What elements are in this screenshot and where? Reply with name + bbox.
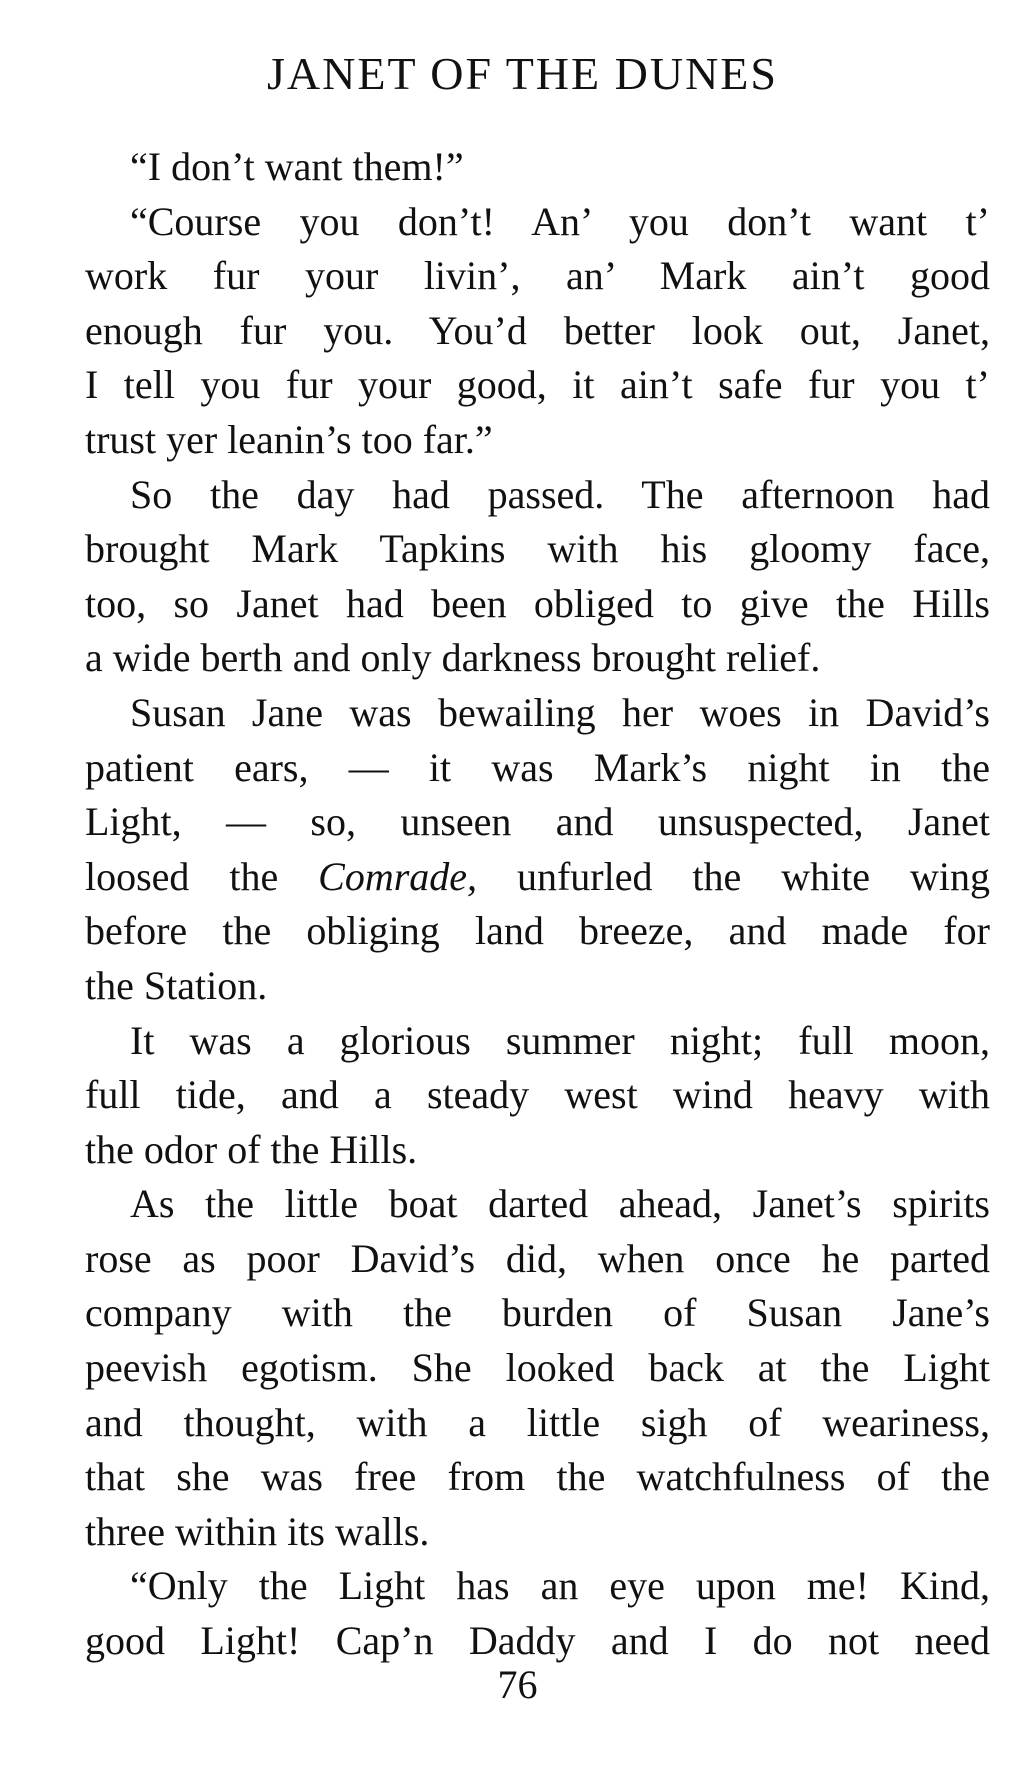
text-line: It was a glorious summer night; full moon, <box>130 1017 990 1063</box>
text-line: three within its walls. <box>85 1508 430 1554</box>
text-line: before the obliging land breeze, and made for <box>85 908 990 954</box>
text-line: enough fur you. You’d better look out, Janet, <box>85 307 990 353</box>
text-line: “Only the Light has an eye upon me! Kind, <box>130 1563 990 1609</box>
text-line: too, so Janet had been obliged to give the Hills <box>85 580 990 626</box>
text-line: company with the burden of Susan Jane’s <box>85 1290 990 1336</box>
text-line: peevish egotism. She looked back at the Light <box>85 1345 990 1391</box>
text-line: rose as poor David’s did, when once he parted <box>85 1235 990 1281</box>
paragraph-4 <box>40 686 990 1014</box>
text-line: patient ears, — it was Mark’s night in the <box>85 744 990 790</box>
text-line-with-italic <box>40 850 990 905</box>
text-line: “Course you don’t! An’ you don’t want t’ <box>130 198 990 244</box>
text-line: brought Mark Tapkins with his gloomy face, <box>85 526 990 572</box>
paragraph-2 <box>40 195 990 468</box>
text-line: the odor of the Hills. <box>85 1126 418 1172</box>
text-line: I tell you fur your good, it ain’t safe fur you t’ <box>85 362 990 408</box>
text-line: trust yer leanin’s too far.” <box>85 416 493 462</box>
text-line: Light, — so, unseen and unsuspected, Janet <box>85 799 990 845</box>
text-run: unfurled the white wing <box>477 853 990 899</box>
page-number: 76 <box>497 1662 538 1707</box>
paragraph-6 <box>40 1177 990 1559</box>
text-line: Susan Jane was bewailing her woes in David’s <box>130 689 990 735</box>
body-text <box>40 140 990 1669</box>
paragraph-3 <box>40 468 990 686</box>
text-line: and thought, with a little sigh of weariness, <box>85 1399 990 1445</box>
text-line: As the little boat darted ahead, Janet’s spirits <box>130 1181 990 1227</box>
paragraph-5 <box>40 1014 990 1178</box>
paragraph-7 <box>40 1559 990 1668</box>
text-line: the Station. <box>85 962 268 1008</box>
text-line: that she was free from the watchfulness of the <box>85 1454 990 1500</box>
text-line: full tide, and a steady west wind heavy with <box>85 1072 990 1118</box>
text-line: a wide berth and only darkness brought relief. <box>85 635 821 681</box>
text-line: “I don’t want them!” <box>130 144 464 189</box>
boat-name-italic: Comrade, <box>318 853 478 899</box>
text-line: good Light! Cap’n Daddy and I do not need <box>85 1618 990 1664</box>
running-head: JANET OF THE DUNES <box>267 48 778 99</box>
text-run: loosed the <box>85 853 319 899</box>
paragraph-1 <box>40 140 990 195</box>
text-line: So the day had passed. The afternoon had <box>130 471 990 517</box>
text-line: work fur your livin’, an’ Mark ain’t good <box>85 253 990 299</box>
